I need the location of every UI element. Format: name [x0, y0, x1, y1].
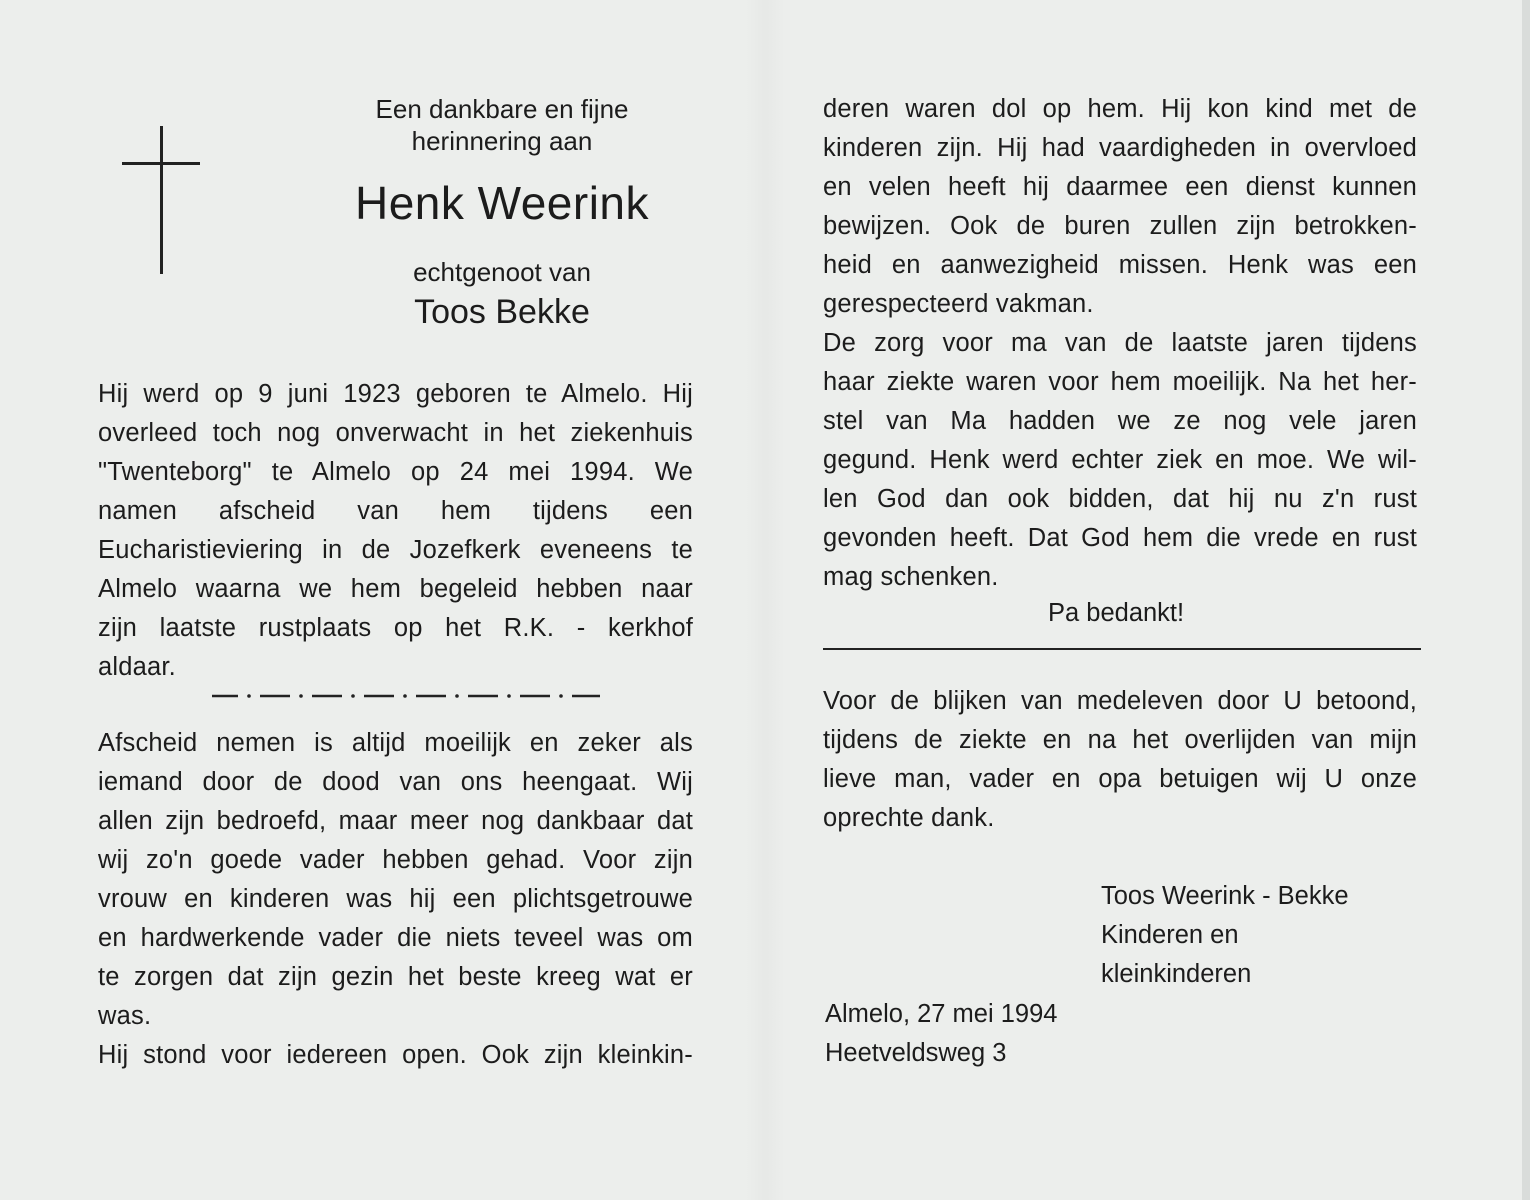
address: Heetveldsweg 3 [825, 1039, 1007, 1067]
text-line: iemand door de dood van ons heengaat. Wij [98, 768, 693, 796]
text-line: vrouw en kinderen was hij een plichtsgetrouwe [98, 885, 693, 913]
text-line: kinderen zijn. Hij had vaardigheden in overvloed [823, 134, 1417, 162]
text-line: zijn laatste rustplaats op het R.K. - kerkhof [98, 614, 693, 642]
place-date: Almelo, 27 mei 1994 [825, 1000, 1058, 1028]
care-paragraph [823, 324, 1417, 597]
dash-dot-separator [212, 686, 602, 706]
text-line: Hij werd op 9 juni 1923 geboren te Almelo. Hij [98, 380, 693, 408]
thanks-line: Pa bedankt! [1048, 599, 1185, 627]
text-line: stel van Ma hadden we ze nog vele jaren [823, 407, 1417, 435]
text-line: allen zijn bedroefd, maar meer nog dankbaar dat [98, 807, 693, 835]
text-line: Almelo waarna we hem begeleid hebben naar [98, 575, 693, 603]
horizontal-rule [823, 648, 1421, 650]
text-line: deren waren dol op hem. Hij kon kind met de [823, 95, 1417, 123]
cross-icon [122, 126, 200, 274]
text-line: tijdens de ziekte en na het overlijden van mijn [823, 726, 1417, 754]
relation-label: echtgenoot van [413, 257, 591, 287]
signature-line-3: kleinkinderen [1101, 960, 1252, 988]
text-line: en velen heeft hij daarmee een dienst kunnen [823, 173, 1417, 201]
text-line: wij zo'n goede vader hebben gehad. Voor zijn [98, 846, 693, 874]
text-line: De zorg voor ma van de laatste jaren tijdens [823, 329, 1417, 357]
signature-line-1: Toos Weerink - Bekke [1101, 882, 1349, 910]
intro-line-2: herinnering aan [411, 126, 593, 156]
gratitude-paragraph [823, 682, 1417, 838]
continuation-paragraph [823, 90, 1417, 324]
text-line: mag schenken. [823, 563, 999, 591]
text-line: aldaar. [98, 653, 176, 681]
text-line: Voor de blijken van medeleven door U betoond, [823, 687, 1417, 715]
text-line: Eucharistieviering in de Jozefkerk eveneens te [98, 536, 693, 564]
text-line: namen afscheid van hem tijdens een [98, 497, 693, 525]
text-line: lieve man, vader en opa betuigen wij U onze [823, 765, 1417, 793]
deceased-name: Henk Weerink [354, 177, 650, 229]
text-line: overleed toch nog onverwacht in het ziekenhuis [98, 419, 693, 447]
text-line: en hardwerkende vader die niets teveel was om [98, 924, 693, 952]
text-line: te zorgen dat zijn gezin het beste kreeg wat er [98, 963, 693, 991]
text-line: len God dan ook bidden, dat hij nu z'n rust [823, 485, 1417, 513]
farewell-paragraph [98, 724, 693, 1075]
text-line: was. [98, 1002, 152, 1030]
fold-shadow [745, 0, 785, 1200]
biography-paragraph [98, 375, 693, 687]
text-line: oprechte dank. [823, 804, 995, 832]
text-line: Afscheid nemen is altijd moeilijk en zeker als [98, 729, 693, 757]
text-line: "Twenteborg" te Almelo op 24 mei 1994. We [98, 458, 693, 486]
card-edge [1522, 0, 1530, 1200]
text-line: bewijzen. Ook de buren zullen zijn betrokken- [823, 212, 1417, 240]
text-line: Hij stond voor iedereen open. Ook zijn kleinkin- [98, 1041, 693, 1069]
text-line: haar ziekte waren voor hem moeilijk. Na het her- [823, 368, 1417, 396]
intro-line-1: Een dankbare en fijne [375, 94, 629, 124]
text-line: heid en aanwezigheid missen. Henk was een [823, 251, 1417, 279]
text-line: gerespecteerd vakman. [823, 290, 1094, 318]
spouse-name: Toos Bekke [414, 293, 590, 331]
text-line: gegund. Henk werd echter ziek en moe. We wil- [823, 446, 1417, 474]
signature-line-2: Kinderen en [1101, 921, 1239, 949]
text-line: gevonden heeft. Dat God hem die vrede en rust [823, 524, 1417, 552]
